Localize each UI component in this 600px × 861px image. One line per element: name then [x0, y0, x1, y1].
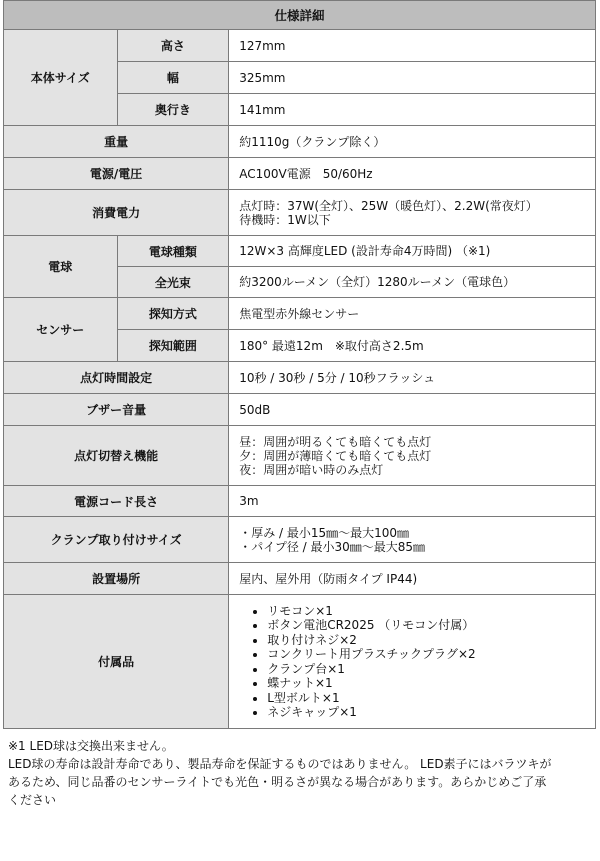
consumption-value — [229, 190, 596, 236]
detection-method-value: 焦電型赤外線センサー — [229, 298, 596, 330]
weight-label: 重量 — [4, 126, 229, 158]
power-supply-label: 電源/電圧 — [4, 158, 229, 190]
depth-label: 奥行き — [117, 94, 229, 126]
footnotes — [0, 737, 600, 809]
switch-mode-value — [229, 426, 596, 486]
footnote-2: LED球の寿命は設計寿命であり、製品寿命を保証するものではありません。 LED素子にはバラツキが — [8, 757, 552, 771]
switch-mode-line-evening: 夕：周囲が薄暗くても暗くても点灯 — [239, 448, 432, 463]
bulb-label: 電球 — [4, 236, 118, 298]
list-item: • コンクリート用プラスチックプラグ×2 — [267, 647, 595, 662]
footnote-4: ください — [8, 793, 57, 807]
list-item: • 取り付けネジ×2 — [267, 633, 595, 648]
list-item: • リモコン×1 — [267, 604, 595, 619]
depth-value: 141mm — [229, 94, 596, 126]
consumption-label: 消費電力 — [4, 190, 229, 236]
clamp-line-thickness: ・厚み / 最小15㎜～最大100㎜ — [239, 525, 410, 540]
list-item: • L型ボルト×1 — [267, 691, 595, 706]
timer-label: 点灯時間設定 — [4, 362, 229, 394]
width-value: 325mm — [229, 62, 596, 94]
list-item: • クランプ台×1 — [267, 662, 595, 677]
spec-table — [3, 0, 596, 729]
consumption-line-on: 点灯時：37W(全灯）、25W（暖色灯）、2.2W(常夜灯） — [239, 198, 538, 213]
footnote-1: ※1 LED球は交換出来ません。 — [8, 739, 174, 753]
accessories-value — [229, 595, 596, 729]
sensor-label: センサー — [4, 298, 118, 362]
height-value: 127mm — [229, 30, 596, 62]
width-label: 幅 — [117, 62, 229, 94]
clamp-value — [229, 517, 596, 563]
clamp-line-pipe: ・パイプ径 / 最小30㎜～最大85㎜ — [239, 539, 426, 554]
timer-value: 10秒 / 30秒 / 5分 / 10秒フラッシュ — [229, 362, 596, 394]
height-label: 高さ — [117, 30, 229, 62]
list-item: • ネジキャップ×1 — [267, 705, 595, 720]
table-header: 仕様詳細 — [4, 1, 596, 30]
cord-value: 3m — [229, 486, 596, 517]
bulb-type-value: 12W×3 高輝度LED (設計寿命4万時間) （※1) — [229, 236, 596, 267]
switch-mode-line-night: 夜：周囲が暗い時のみ点灯 — [239, 462, 384, 477]
power-supply-value: AC100V電源 50/60Hz — [229, 158, 596, 190]
footnote-3: あるため、同じ品番のセンサーライトでも光色・明るさが異なる場合があります。あらかじめご了承 — [8, 775, 547, 789]
accessories-label: 付属品 — [4, 595, 229, 729]
switch-mode-line-day: 昼：周囲が明るくても暗くても点灯 — [239, 434, 432, 449]
clamp-label: クランプ取り付けサイズ — [4, 517, 229, 563]
bulb-type-label: 電球種類 — [117, 236, 229, 267]
accessories-list — [239, 604, 595, 720]
list-item: • ボタン電池CR2025 （リモコン付属） — [267, 618, 595, 633]
cord-label: 電源コード長さ — [4, 486, 229, 517]
detection-range-value: 180° 最遠12m ※取付高さ2.5m — [229, 330, 596, 362]
weight-value: 約1110g（クランプ除く） — [229, 126, 596, 158]
list-item: • 蝶ナット×1 — [267, 676, 595, 691]
detection-method-label: 探知方式 — [117, 298, 229, 330]
flux-label: 全光束 — [117, 267, 229, 298]
detection-range-label: 探知範囲 — [117, 330, 229, 362]
buzzer-label: ブザー音量 — [4, 394, 229, 426]
switch-mode-label: 点灯切替え機能 — [4, 426, 229, 486]
consumption-line-standby: 待機時：1W以下 — [239, 212, 331, 227]
location-value: 屋内、屋外用（防雨タイプ IP44) — [229, 563, 596, 595]
flux-value: 約3200ルーメン（全灯）1280ルーメン（電球色） — [229, 267, 596, 298]
size-label: 本体サイズ — [4, 30, 118, 126]
buzzer-value: 50dB — [229, 394, 596, 426]
location-label: 設置場所 — [4, 563, 229, 595]
